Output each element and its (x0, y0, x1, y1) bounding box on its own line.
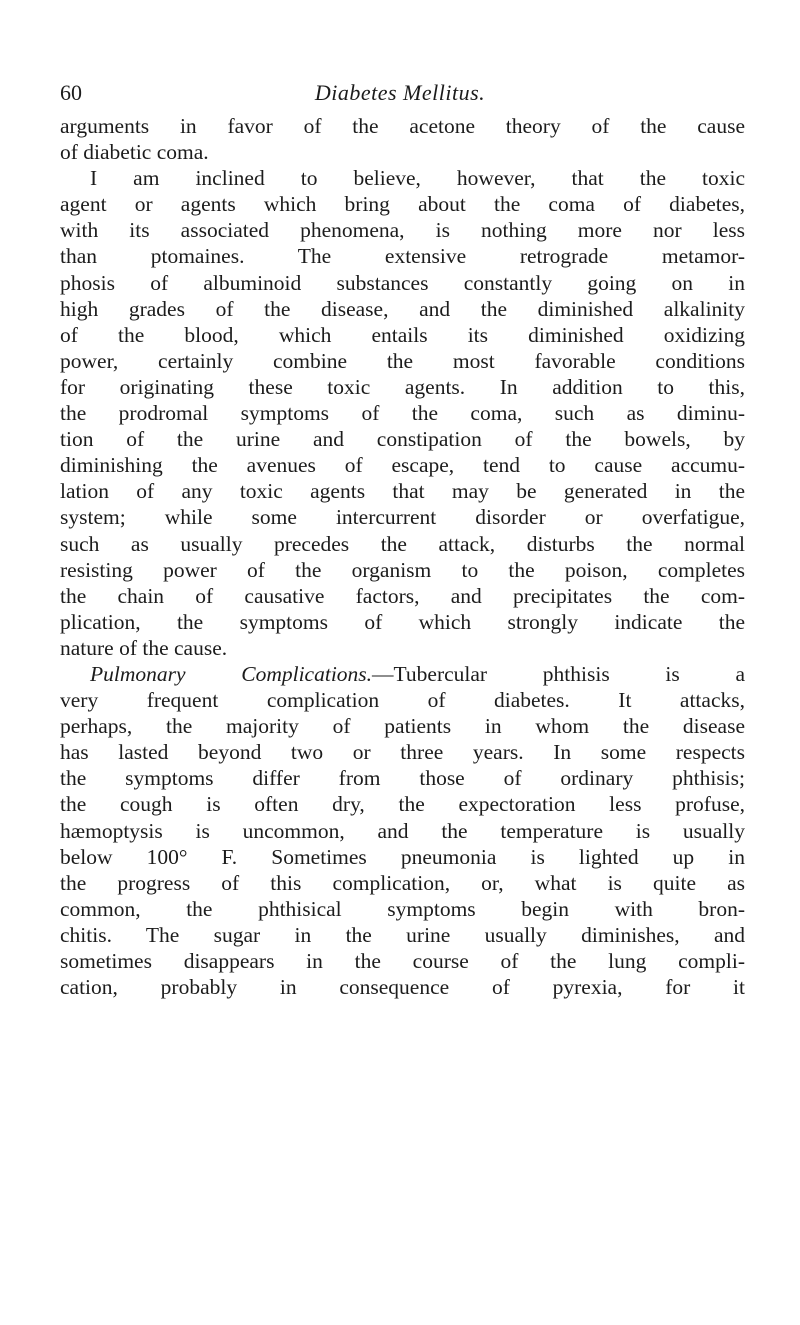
text-line: very frequent complication of diabetes. It attacks, (60, 688, 745, 713)
text-line: high grades of the disease, and the diminished alkalinity (60, 296, 745, 321)
text-line: power, certainly combine the most favorable conditions (60, 348, 745, 373)
body-text (60, 113, 745, 1000)
text-line: the chain of causative factors, and precipitates the com- (60, 583, 745, 608)
text-line: the cough is often dry, the expectoration less profuse, (60, 792, 745, 817)
section-heading: Pulmonary Complications. (90, 661, 373, 686)
text-line: sometimes disappears in the course of the lung compli- (60, 949, 745, 973)
text-line: perhaps, the majority of patients in whom the disease (60, 714, 745, 739)
text-line: below 100° F. Sometimes pneumonia is lighted up in (60, 844, 745, 869)
text-line: —Tubercular phthisis is a (372, 661, 745, 686)
text-line: tion of the urine and constipation of the bowels, by (60, 427, 745, 452)
text-line: cation, probably in consequence of pyrexia, for it (60, 975, 745, 1000)
text-line: phosis of albuminoid substances constantly going on in (60, 270, 745, 295)
text-line: system; while some intercurrent disorder or overfatigue, (60, 505, 745, 530)
text-line: hæmoptysis is uncommon, and the temperature is usually (60, 818, 745, 843)
page-header (60, 80, 740, 110)
text-line: such as usually precedes the attack, disturbs the normal (60, 531, 745, 556)
text-line: of the blood, which entails its diminished oxidizing (60, 322, 745, 347)
text-line: of diabetic coma. (60, 140, 209, 165)
text-line: lation of any toxic agents that may be generated in the (60, 479, 745, 504)
text-line: arguments in favor of the acetone theory of the cause (60, 114, 745, 138)
page-number: 60 (60, 80, 82, 105)
text-line: than ptomaines. The extensive retrograde metamor- (60, 244, 745, 269)
text-line: chitis. The sugar in the urine usually diminishes, and (60, 922, 745, 947)
text-line-with-heading (60, 661, 745, 687)
text-line: plication, the symptoms of which strongly indicate the (60, 609, 745, 634)
text-line: common, the phthisical symptoms begin with bron- (60, 896, 745, 921)
text-line: resisting power of the organism to the poison, completes (60, 557, 745, 582)
text-line: diminishing the avenues of escape, tend to cause accumu- (60, 453, 745, 478)
text-line: agent or agents which bring about the coma of diabetes, (60, 192, 745, 217)
running-title: Diabetes Mellitus. (314, 80, 486, 105)
text-line: the progress of this complication, or, what is quite as (60, 870, 745, 895)
text-line: nature of the cause. (60, 635, 228, 660)
text-line: the symptoms differ from those of ordinary phthisis; (60, 766, 745, 791)
text-line: for originating these toxic agents. In addition to this, (60, 374, 745, 399)
text-line: the prodromal symptoms of the coma, such as diminu- (60, 401, 745, 426)
text-line: I am inclined to believe, however, that the toxic (90, 166, 745, 191)
text-line: has lasted beyond two or three years. In some respects (60, 740, 745, 765)
text-line: with its associated phenomena, is nothing more nor less (60, 218, 745, 243)
